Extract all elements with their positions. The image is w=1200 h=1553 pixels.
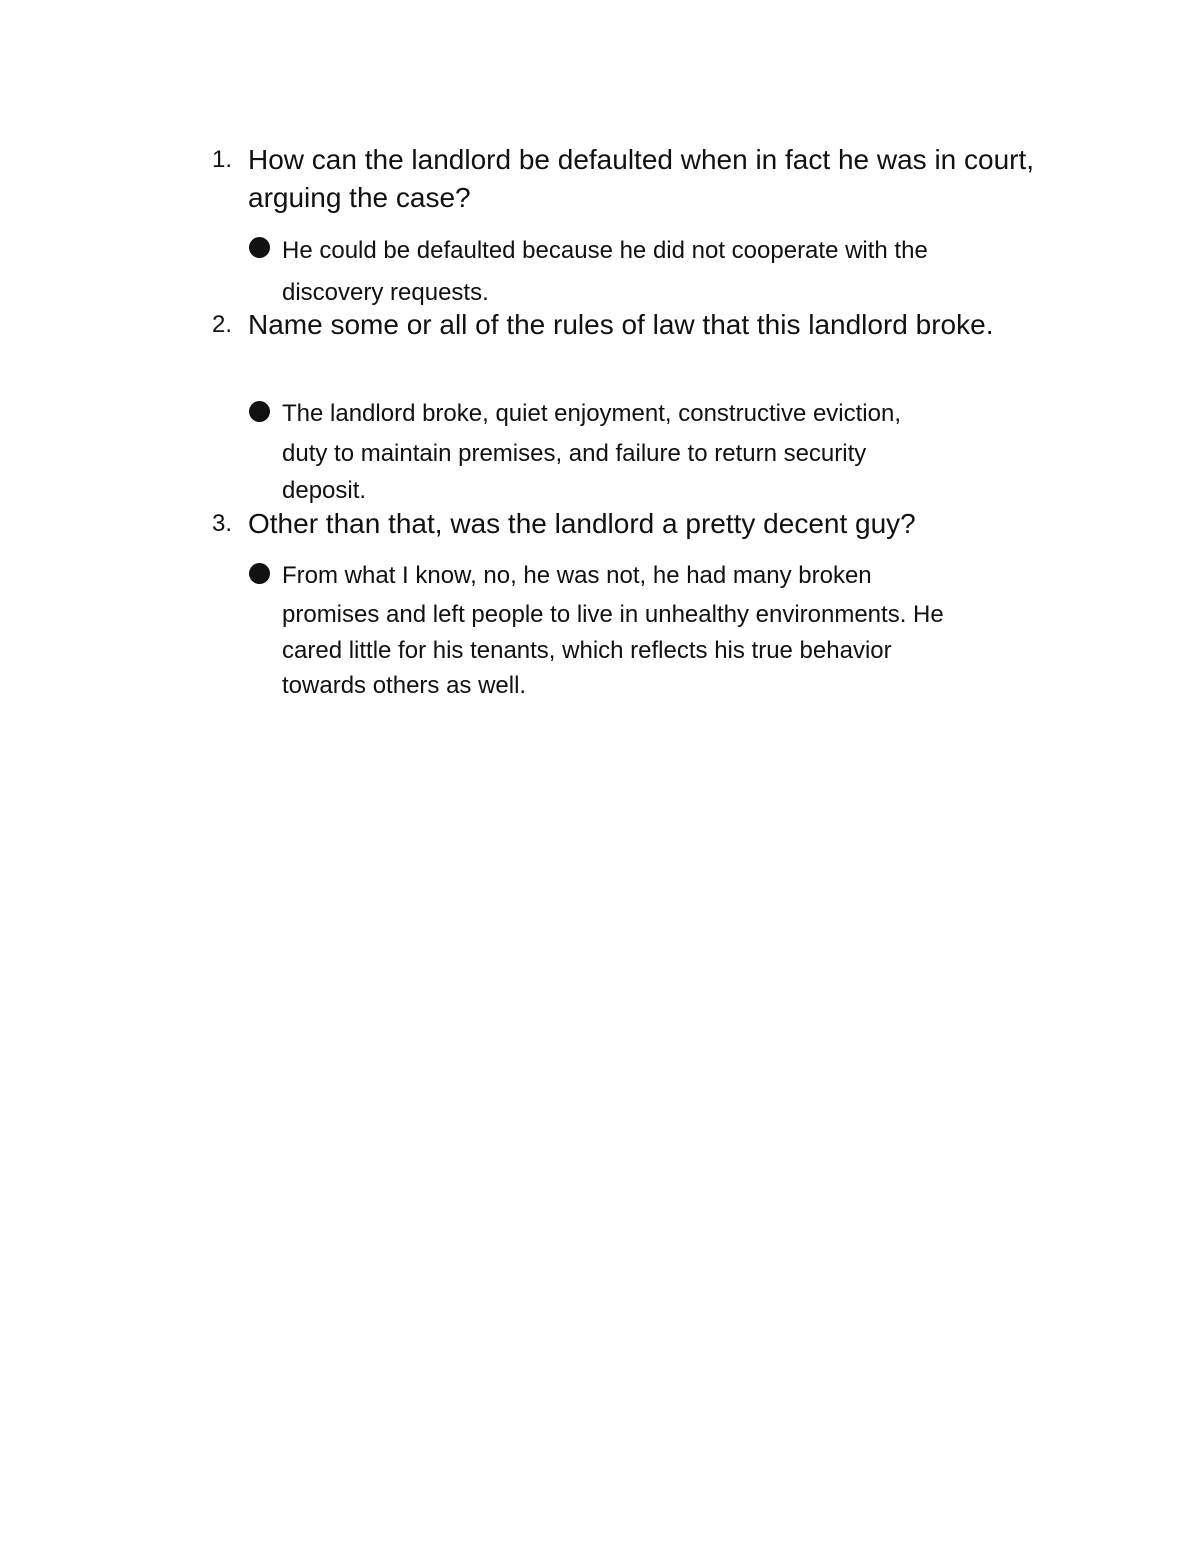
answer-line: discovery requests. [282, 279, 489, 306]
question-number: 3. [212, 510, 233, 537]
question-number: 2. [212, 311, 233, 338]
answer-line: The landlord broke, quiet enjoyment, constructive eviction, [282, 400, 901, 427]
answer-line: cared little for his tenants, which reflects his true behavior [282, 637, 892, 664]
bullet-icon [249, 237, 270, 258]
answer-line: towards others as well. [282, 672, 527, 699]
bullet-icon [249, 401, 270, 422]
answer-line: promises and left people to live in unhealthy environments. He [282, 601, 944, 628]
answer-line: duty to maintain premises, and failure to return security [282, 440, 867, 467]
answer-text [282, 393, 1062, 509]
answer-line: From what I know, no, he was not, he had many broken [282, 562, 872, 589]
question-text: Other than that, was the landlord a pretty decent guy? [248, 508, 916, 539]
question-text: Name some or all of the rules of law that this landlord broke. [248, 309, 994, 340]
question-text: How can the landlord be defaulted when in fact he was in court, arguing the case? [248, 144, 1035, 213]
answer-line: deposit. [282, 477, 367, 504]
answer-text [282, 230, 1062, 314]
question-number: 1. [212, 146, 233, 173]
answer-text [282, 555, 1062, 703]
answer-line: He could be defaulted because he did not cooperate with the [282, 237, 928, 264]
bullet-icon [249, 563, 270, 584]
